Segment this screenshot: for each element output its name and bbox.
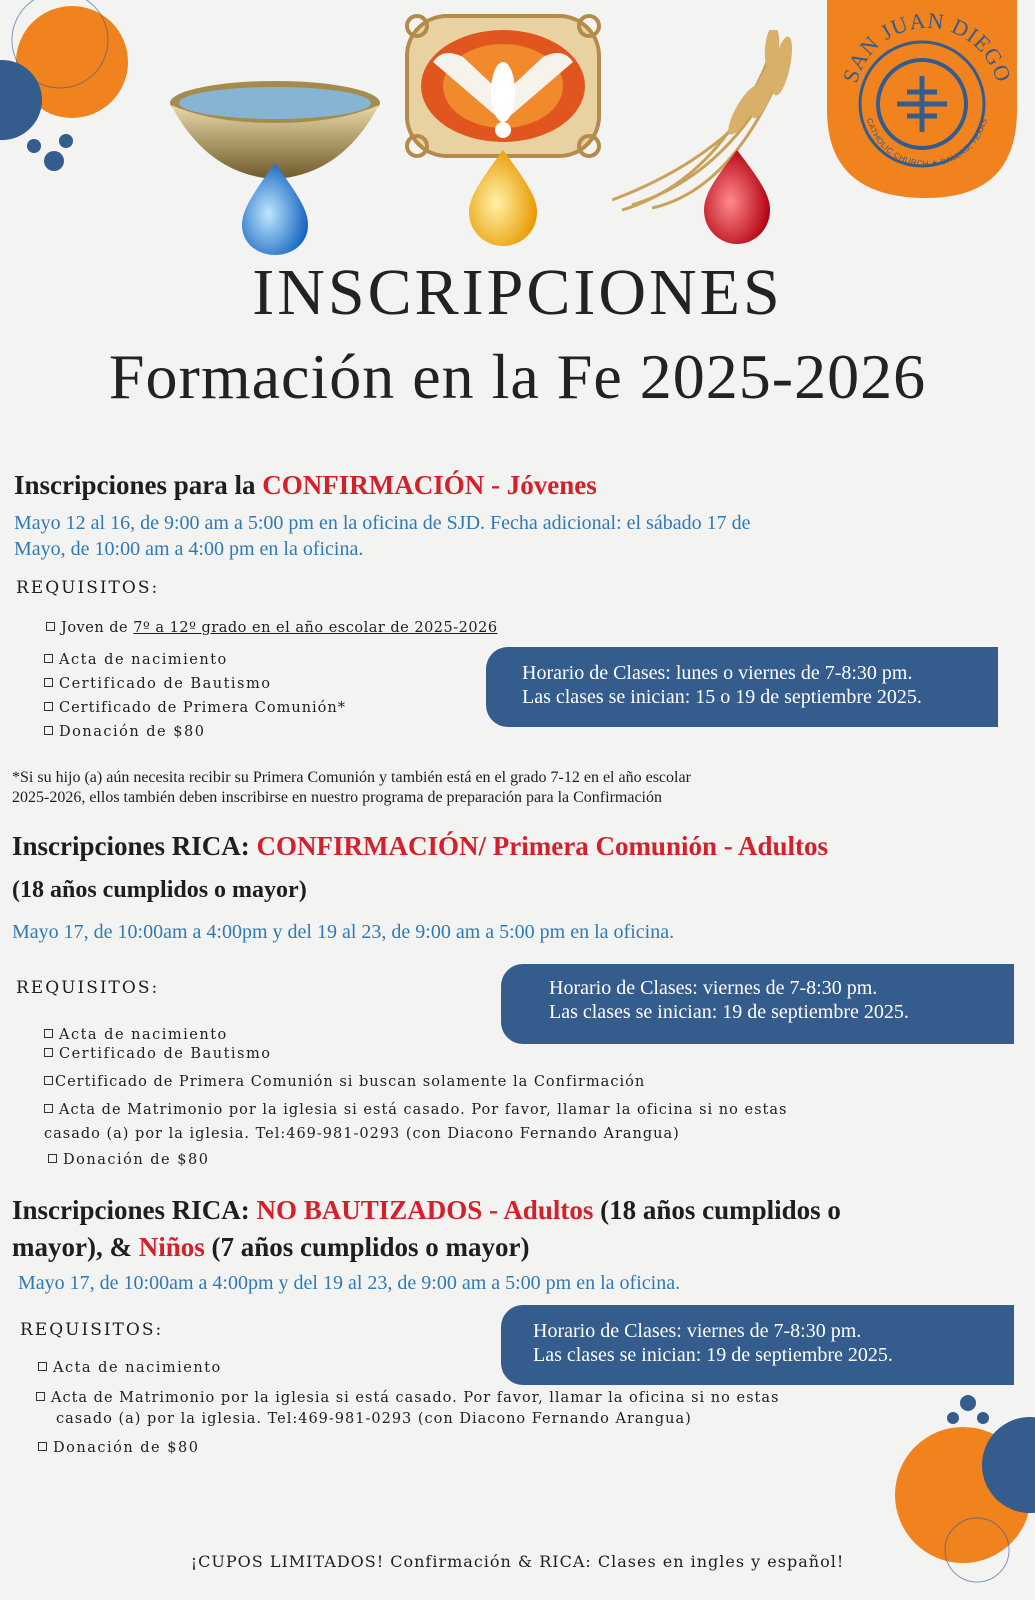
section3-schedule-banner: Horario de Clases: viernes de 7-8:30 pm. Las clases se inician: 19 de septiembre 2025. <box>501 1305 1014 1385</box>
section2-item: Donación de $80 <box>48 1152 209 1168</box>
checkbox-icon <box>36 1392 45 1401</box>
section1-dates: Mayo 12 al 16, de 9:00 am a 5:00 pm en la oficina de SJD. Fecha adicional: el sábado 17 de Mayo, de 10:00 am a 4:00 pm en la oficina. <box>14 512 751 560</box>
section3-dates: Mayo 17, de 10:00am a 4:00pm y del 19 al 23, de 9:00 am a 5:00 pm en la oficina. <box>18 1272 681 1294</box>
section2-schedule-banner: Horario de Clases: viernes de 7-8:30 pm. Las clases se inician: 19 de septiembre 2025. <box>501 964 1014 1044</box>
section1-heading: Inscripciones para la CONFIRMACIÓN - Jóvenes <box>14 470 597 500</box>
checkbox-icon <box>44 1104 53 1113</box>
wheat-icon <box>612 30 832 260</box>
decor-circles-top-left <box>0 0 140 180</box>
section1-item: Certificado de Bautismo <box>44 676 271 692</box>
checkbox-icon <box>44 678 53 687</box>
baptism-bowl-icon <box>168 75 383 260</box>
section3-item: Acta de nacimiento <box>38 1360 222 1376</box>
page-subtitle: Formación en la Fe 2025-2026 <box>108 341 927 412</box>
section2-item: Certificado de Bautismo <box>44 1046 271 1062</box>
checkbox-icon <box>44 726 53 735</box>
checkbox-icon <box>38 1362 47 1371</box>
checkbox-icon <box>44 654 53 663</box>
section2-heading-highlight: CONFIRMACIÓN/ Primera Comunión - Adultos <box>256 831 829 861</box>
footer-note: ¡CUPOS LIMITADOS! Confirmación & RICA: Clases en ingles y español! <box>190 1552 845 1571</box>
section3-item-marriage: Acta de Matrimonio por la iglesia si está casado. Por favor, llamar la oficina si no estas casado (a) por la iglesia. Tel:469-981-0293 (con Diacono Fernando Arangua) <box>36 1388 779 1430</box>
checkbox-icon <box>44 1029 53 1038</box>
section1-requirements-label: REQUISITOS: <box>16 578 160 598</box>
section1-item: Acta de nacimiento <box>44 652 228 668</box>
section2-heading: Inscripciones RICA: CONFIRMACIÓN/ Primera Comunión - Adultos <box>12 831 829 861</box>
section1-schedule-banner: Horario de Clases: lunes o viernes de 7-8:30 pm. Las clases se inician: 15 o 19 de septiembre 2025. <box>486 647 998 727</box>
logo-name: SAN JUAN DIEGO <box>837 7 1017 86</box>
checkbox-icon <box>44 1076 53 1085</box>
section3-requirements-label: REQUISITOS: <box>20 1320 164 1340</box>
section3-heading-ninos: Niños <box>138 1232 205 1262</box>
section1-item-grade: Joven de 7º a 12º grado en el año escolar de 2025-2026 <box>46 620 498 636</box>
checkbox-icon <box>44 1048 53 1057</box>
page-title: INSCRIPCIONES <box>252 256 783 329</box>
checkbox-icon <box>38 1442 47 1451</box>
section2-item: Acta de nacimiento <box>44 1027 228 1043</box>
checkbox-icon <box>48 1154 57 1163</box>
section1-note: *Si su hijo (a) aún necesita recibir su Primera Comunión y también está en el grado 7-12 en el año escolar 2025-2026, ellos también deben inscribirse en nuestro programa de preparación para la Confirmación <box>12 769 691 806</box>
san-juan-diego-logo <box>827 0 1017 200</box>
section1-item: Certificado de Primera Comunión* <box>44 700 346 716</box>
section2-requirements-label: REQUISITOS: <box>16 978 160 998</box>
holy-spirit-dove-icon <box>403 12 603 257</box>
section3-heading: Inscripciones RICA: NO BAUTIZADOS - Adultos (18 años cumplidos o mayor), & Niños (7 años cumplidos o mayor) <box>12 1195 841 1262</box>
section2-dates: Mayo 17, de 10:00am a 4:00pm y del 19 al 23, de 9:00 am a 5:00 pm en la oficina. <box>12 921 675 943</box>
section2-item: Certificado de Primera Comunión si buscan solamente la Confirmación <box>44 1074 645 1090</box>
checkbox-icon <box>46 622 55 631</box>
section3-heading-highlight: NO BAUTIZADOS - Adultos <box>256 1195 594 1225</box>
section2-age: (18 años cumplidos o mayor) <box>12 877 307 903</box>
section2-item-marriage: Acta de Matrimonio por la iglesia si está casado. Por favor, llamar la oficina si no estas casado (a) por la iglesia. Tel:469-981-0293 (con Diacono Fernando Arangua) <box>44 1102 788 1142</box>
section3-item: Donación de $80 <box>38 1440 199 1456</box>
section1-item: Donación de $80 <box>44 724 205 740</box>
logo-subtitle: CATHOLIC CHURCH ✦ DALLAS, TEXAS <box>864 117 990 169</box>
checkbox-icon <box>44 702 53 711</box>
section1-heading-highlight: CONFIRMACIÓN - Jóvenes <box>262 470 597 500</box>
